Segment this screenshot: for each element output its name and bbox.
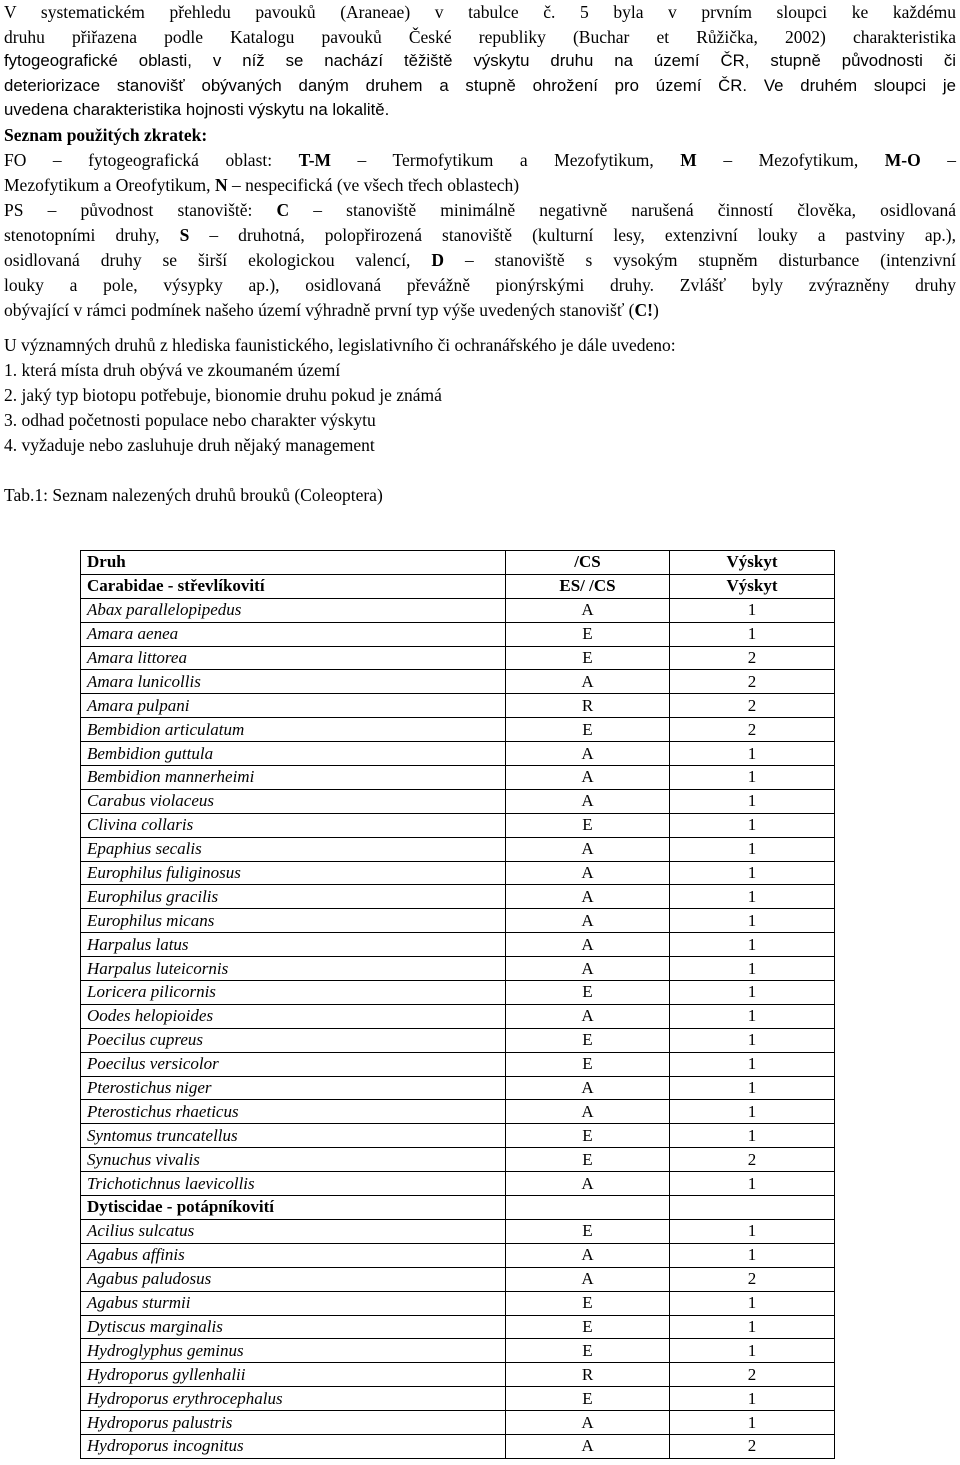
table-row <box>81 1219 835 1243</box>
table-row <box>81 1267 835 1291</box>
occurrence-cell: 1 <box>670 1076 835 1100</box>
table-row <box>81 598 835 622</box>
table-row <box>81 670 835 694</box>
ps-cell: A <box>506 1172 670 1196</box>
ps-cell: A <box>506 1076 670 1100</box>
ps-cell: ES/ /CS <box>506 574 670 598</box>
ps-cell: A <box>506 1267 670 1291</box>
occurrence-cell: 1 <box>670 1172 835 1196</box>
occurrence-cell: 1 <box>670 1387 835 1411</box>
species-name: Loricera pilicornis <box>81 981 506 1005</box>
table-row <box>81 1076 835 1100</box>
intro-line: uvedena charakteristika hojnosti výskytu na lokalitě. <box>4 100 390 120</box>
species-name: Hydroporus palustris <box>81 1411 506 1435</box>
table-row <box>81 718 835 742</box>
occurrence-cell: Výskyt <box>670 574 835 598</box>
ps-cell: E <box>506 1124 670 1148</box>
occurrence-cell: 1 <box>670 1124 835 1148</box>
species-name: Amara littorea <box>81 646 506 670</box>
species-name: Agabus affinis <box>81 1243 506 1267</box>
species-name: Europhilus gracilis <box>81 885 506 909</box>
table-row <box>81 1291 835 1315</box>
species-name: Pterostichus niger <box>81 1076 506 1100</box>
header-occurrence: Výskyt <box>670 551 835 575</box>
ps-cell: E <box>506 646 670 670</box>
table-row <box>81 837 835 861</box>
table-row <box>81 1434 835 1458</box>
species-name: Epaphius secalis <box>81 837 506 861</box>
ps-line: louky a pole, výsypky ap.), osidlovaná převážně pionýrskými druhy. Zvlášť byly zvýrazněny druhy <box>4 274 956 295</box>
fo-line: FO – fytogeografická oblast: T-M – Termofytikum a Mezofytikum, M – Mezofytikum, M-O – <box>4 149 956 170</box>
header-species: Druh <box>81 551 506 575</box>
ps-line: stenotopními druhy, S – druhotná, polopřirozená stanoviště (kulturní lesy, extenzivní louky a pastviny ap.), <box>4 224 956 245</box>
table-row <box>81 885 835 909</box>
note-item: 4. vyžaduje nebo zasluhuje druh nějaký management <box>4 434 375 455</box>
intro-line: druhu přiřazena podle Katalogu pavouků České republiky (Buchar et Růžička, 2002) charakteristika <box>4 26 956 47</box>
occurrence-cell: 1 <box>670 742 835 766</box>
family-row <box>81 574 835 598</box>
note-item: 3. odhad početnosti populace nebo charakter výskytu <box>4 409 376 430</box>
table-row <box>81 909 835 933</box>
species-name: Abax parallelopipedus <box>81 598 506 622</box>
species-name: Poecilus versicolor <box>81 1052 506 1076</box>
occurrence-cell: 1 <box>670 861 835 885</box>
table-row <box>81 1363 835 1387</box>
notes-intro: U významných druhů z hlediska faunistického, legislativního či ochranářského je dále uvedeno: <box>4 334 676 355</box>
ps-cell: R <box>506 694 670 718</box>
intro-line: fytogeografické oblasti, v níž se nachází těžiště výskytu druhu na území ČR, stupně původnosti či <box>4 51 956 71</box>
occurrence-cell: 1 <box>670 1052 835 1076</box>
table-row <box>81 789 835 813</box>
table-row <box>81 1411 835 1435</box>
species-name: Pterostichus rhaeticus <box>81 1100 506 1124</box>
ps-cell: E <box>506 981 670 1005</box>
occurrence-cell: 1 <box>670 1100 835 1124</box>
table-row <box>81 1148 835 1172</box>
species-name: Amara pulpani <box>81 694 506 718</box>
intro-line: deteriorizace stanovišť obývaných daným druhem a stupně ohrožení pro území ČR. Ve druhém sloupci je <box>4 75 956 95</box>
occurrence-cell: 2 <box>670 1267 835 1291</box>
species-name: Agabus paludosus <box>81 1267 506 1291</box>
ps-cell: E <box>506 1339 670 1363</box>
ps-cell: A <box>506 1004 670 1028</box>
ps-line: osidlovaná druhy se širší ekologickou valencí, D – stanoviště s vysokým stupněm disturbance (intenzivní <box>4 249 956 270</box>
occurrence-cell: 1 <box>670 957 835 981</box>
species-name: Hydroporus erythrocephalus <box>81 1387 506 1411</box>
occurrence-cell: 2 <box>670 1363 835 1387</box>
table-row <box>81 933 835 957</box>
ps-cell: A <box>506 885 670 909</box>
species-name: Trichotichnus laevicollis <box>81 1172 506 1196</box>
ps-cell: A <box>506 766 670 790</box>
species-name: Dytiscus marginalis <box>81 1315 506 1339</box>
ps-cell: A <box>506 1411 670 1435</box>
family-name: Carabidae - střevlíkovití <box>81 574 506 598</box>
ps-cell: R <box>506 1363 670 1387</box>
ps-line: PS – původnost stanoviště: C – stanoviště minimálně negativně narušená činností člověka, osidlovaná <box>4 199 957 220</box>
table-row <box>81 1100 835 1124</box>
occurrence-cell: 2 <box>670 646 835 670</box>
species-name: Amara aenea <box>81 622 506 646</box>
table-row <box>81 1387 835 1411</box>
species-name: Synuchus vivalis <box>81 1148 506 1172</box>
species-name: Poecilus cupreus <box>81 1028 506 1052</box>
family-row <box>81 1196 835 1220</box>
family-name: Dytiscidae - potápníkovití <box>81 1196 506 1220</box>
occurrence-cell: 2 <box>670 718 835 742</box>
ps-cell: A <box>506 1100 670 1124</box>
species-name: Clivina collaris <box>81 813 506 837</box>
table-row <box>81 861 835 885</box>
occurrence-cell: 1 <box>670 981 835 1005</box>
note-item: 2. jaký typ biotopu potřebuje, bionomie druhu pokud je známá <box>4 384 442 405</box>
table-row <box>81 622 835 646</box>
ps-cell: E <box>506 813 670 837</box>
species-name: Harpalus luteicornis <box>81 957 506 981</box>
table-row <box>81 1243 835 1267</box>
table-row <box>81 742 835 766</box>
occurrence-cell: 1 <box>670 837 835 861</box>
table-row <box>81 1124 835 1148</box>
occurrence-cell: 2 <box>670 1148 835 1172</box>
note-item: 1. která místa druh obývá ve zkoumaném území <box>4 359 341 380</box>
occurrence-cell: 1 <box>670 1243 835 1267</box>
ps-cell: E <box>506 1052 670 1076</box>
ps-cell: A <box>506 598 670 622</box>
ps-cell: E <box>506 1291 670 1315</box>
ps-cell: A <box>506 957 670 981</box>
species-name: Hydroporus gyllenhalii <box>81 1363 506 1387</box>
species-name: Acilius sulcatus <box>81 1219 506 1243</box>
occurrence-cell: 2 <box>670 1434 835 1458</box>
table-row <box>81 766 835 790</box>
abbrev-heading: Seznam použitých zkratek: <box>4 124 208 145</box>
species-name: Syntomus truncatellus <box>81 1124 506 1148</box>
occurrence-cell: 1 <box>670 622 835 646</box>
table-header-row <box>81 551 835 575</box>
species-table <box>80 550 835 1459</box>
occurrence-cell: 1 <box>670 1219 835 1243</box>
species-name: Hydroporus incognitus <box>81 1434 506 1458</box>
ps-cell: E <box>506 1028 670 1052</box>
species-name: Hydroglyphus geminus <box>81 1339 506 1363</box>
ps-cell: A <box>506 909 670 933</box>
occurrence-cell: 1 <box>670 885 835 909</box>
occurrence-cell: 1 <box>670 766 835 790</box>
occurrence-cell: 1 <box>670 1028 835 1052</box>
species-name: Agabus sturmii <box>81 1291 506 1315</box>
table-row <box>81 981 835 1005</box>
species-name: Amara lunicollis <box>81 670 506 694</box>
table-caption: Tab.1: Seznam nalezených druhů brouků (Coleoptera) <box>4 484 383 505</box>
ps-cell: A <box>506 861 670 885</box>
ps-cell: A <box>506 933 670 957</box>
occurrence-cell: 1 <box>670 813 835 837</box>
occurrence-cell: 1 <box>670 933 835 957</box>
ps-cell: E <box>506 1148 670 1172</box>
ps-cell: A <box>506 837 670 861</box>
ps-cell: A <box>506 742 670 766</box>
occurrence-cell: 1 <box>670 789 835 813</box>
table-row <box>81 694 835 718</box>
ps-cell: E <box>506 1219 670 1243</box>
species-name: Bembidion guttula <box>81 742 506 766</box>
ps-cell: E <box>506 1387 670 1411</box>
table-row <box>81 646 835 670</box>
ps-cell: A <box>506 1434 670 1458</box>
intro-paragraph <box>4 0 956 123</box>
ps-cell: A <box>506 789 670 813</box>
species-name: Europhilus micans <box>81 909 506 933</box>
species-name: Oodes helopioides <box>81 1004 506 1028</box>
occurrence-cell: 1 <box>670 1004 835 1028</box>
intro-line: V systematickém přehledu pavouků (Araneae) v tabulce č. 5 byla v prvním sloupci ke každému <box>4 2 956 22</box>
table-row <box>81 813 835 837</box>
ps-cell: E <box>506 622 670 646</box>
header-ps: /CS <box>506 551 670 575</box>
species-name: Bembidion articulatum <box>81 718 506 742</box>
occurrence-cell <box>670 1196 835 1220</box>
species-name: Europhilus fuliginosus <box>81 861 506 885</box>
ps-cell: A <box>506 1243 670 1267</box>
occurrence-cell: 1 <box>670 1339 835 1363</box>
occurrence-cell: 1 <box>670 1291 835 1315</box>
species-name: Carabus violaceus <box>81 789 506 813</box>
species-name: Harpalus latus <box>81 933 506 957</box>
ps-cell: E <box>506 1315 670 1339</box>
species-name: Bembidion mannerheimi <box>81 766 506 790</box>
table-row <box>81 1339 835 1363</box>
table-row <box>81 957 835 981</box>
table-row <box>81 1315 835 1339</box>
table-row <box>81 1028 835 1052</box>
ps-cell <box>506 1196 670 1220</box>
table-row <box>81 1172 835 1196</box>
occurrence-cell: 2 <box>670 670 835 694</box>
ps-cell: A <box>506 670 670 694</box>
occurrence-cell: 1 <box>670 909 835 933</box>
ps-cell: E <box>506 718 670 742</box>
occurrence-cell: 2 <box>670 694 835 718</box>
ps-line: obývající v rámci podmínek našeho území výhradně první typ výše uvedených stanovišť (C!) <box>4 299 659 320</box>
table-row <box>81 1052 835 1076</box>
occurrence-cell: 1 <box>670 1411 835 1435</box>
table-row <box>81 1004 835 1028</box>
fo-line: Mezofytikum a Oreofytikum, N – nespecifická (ve všech třech oblastech) <box>4 174 520 195</box>
occurrence-cell: 1 <box>670 1315 835 1339</box>
occurrence-cell: 1 <box>670 598 835 622</box>
